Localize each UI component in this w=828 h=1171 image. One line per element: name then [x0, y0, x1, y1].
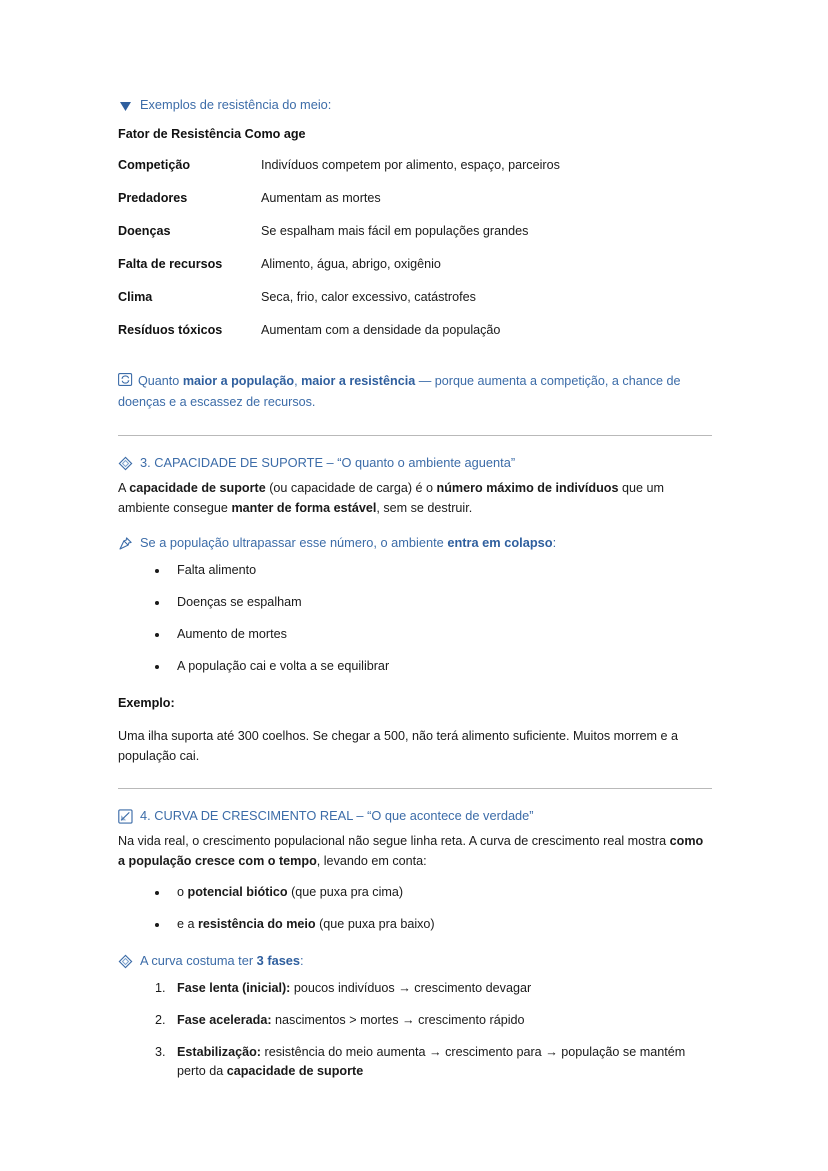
table-cell-como-age: Aumentam as mortes	[261, 191, 381, 205]
bullet-t2: (que puxa pra cima)	[287, 885, 404, 899]
loop-box-icon	[118, 372, 133, 387]
section-curva-heading: 4. CURVA DE CRESCIMENTO REAL – “O que acontece de verdade”	[140, 808, 534, 823]
pin-b1: entra em colapso	[447, 535, 553, 550]
curva-t2: , levando em conta:	[316, 854, 427, 868]
table-cell-fator: Clima	[118, 290, 153, 304]
fase-b1: Fase acelerada:	[177, 1013, 272, 1027]
fases-t2: :	[300, 953, 304, 968]
diamond-icon	[118, 456, 133, 471]
exemplo-label: Exemplo:	[118, 696, 175, 710]
diamond-icon	[118, 954, 133, 969]
bullet-b1: resistência do meio	[198, 917, 316, 931]
cap-t1: A	[118, 481, 130, 495]
cap-b3: manter de forma estável	[231, 501, 377, 515]
section-curva-heading-row	[118, 807, 712, 825]
list-item: • Falta alimento	[169, 561, 712, 580]
section-divider	[118, 435, 712, 436]
chart-box-icon	[118, 809, 133, 824]
table-cell-fator: Doenças	[118, 224, 171, 238]
fases-t1: A curva costuma ter	[140, 953, 257, 968]
table-cell-fator: Resíduos tóxicos	[118, 323, 223, 337]
fases-heading-row	[118, 952, 712, 970]
cap-b2: número máximo de indivíduos	[436, 481, 619, 495]
table-header-text: Fator de Resistência Como age	[118, 127, 306, 141]
bullet-t1: o	[177, 885, 188, 899]
triangle-down-icon[interactable]	[118, 98, 133, 113]
section-capacidade-heading: 3. CAPACIDADE DE SUPORTE – “O quanto o ambiente aguenta”	[140, 455, 516, 470]
curva-bullet-list	[118, 883, 712, 934]
exemplo-text: Uma ilha suporta até 300 coelhos. Se chegar a 500, não terá alimento suficiente. Muitos morrem e a população cai.	[118, 729, 679, 763]
colapso-pin-row	[118, 534, 712, 552]
list-item	[169, 883, 712, 902]
table-row	[118, 255, 712, 288]
colapso-bullet-list	[118, 561, 712, 676]
cap-b1: capacidade de suporte	[129, 481, 266, 495]
cap-t4: , sem se destruir.	[376, 501, 473, 515]
table-cell-como-age: Aumentam com a densidade da população	[261, 323, 501, 337]
fases-numbered-list	[118, 979, 712, 1081]
list-item	[169, 979, 712, 998]
table-cell-como-age: Seca, frio, calor excessivo, catástrofes	[261, 290, 476, 304]
bullet-b1: potencial biótico	[187, 885, 288, 899]
table-row	[118, 156, 712, 189]
resistencia-table	[118, 125, 712, 354]
table-cell-como-age: Se espalham mais fácil em populações grandes	[261, 224, 529, 238]
table-cell-fator: Competição	[118, 158, 191, 172]
callout-bold-2: maior a resistência	[301, 374, 416, 388]
colapso-pin-text	[140, 534, 556, 552]
list-item	[169, 1043, 712, 1081]
section-divider	[118, 788, 712, 789]
cap-t2: (ou capacidade de carga) é o	[265, 481, 437, 495]
table-row	[118, 321, 712, 354]
table-row	[118, 288, 712, 321]
resistencia-callout	[118, 370, 712, 413]
list-item: • A população cai e volta a se equilibrar	[169, 657, 712, 676]
fases-b1: 3 fases	[256, 953, 301, 968]
list-item: • Doenças se espalham	[169, 593, 712, 612]
pin-t1: Se a população ultrapassar esse número, o ambiente	[140, 535, 448, 550]
section-resistencia-heading: Exemplos de resistência do meio:	[140, 97, 332, 112]
fase-b1: Fase lenta (inicial):	[177, 981, 291, 995]
document-content	[118, 96, 712, 1081]
fase-t1: nascimentos > mortes → crescimento rápido	[271, 1013, 525, 1027]
curva-t1: Na vida real, o crescimento populacional não segue linha reta. A curva de crescimento real mostra	[118, 834, 670, 848]
fase-t1: poucos indivíduos → crescimento devagar	[290, 981, 532, 995]
callout-bold-1: maior a população	[182, 374, 295, 388]
callout-text-2: ,	[294, 374, 302, 388]
table-cell-como-age: Indivíduos competem por alimento, espaço, parceiros	[261, 158, 560, 172]
curva-paragraph	[118, 831, 712, 871]
fase-b1: Estabilização:	[177, 1045, 261, 1059]
capacidade-paragraph	[118, 478, 712, 518]
pushpin-icon	[118, 536, 133, 551]
curva-b1: como a população cresce com o tempo	[118, 834, 704, 868]
table-header-row	[118, 125, 712, 156]
table-cell-fator: Falta de recursos	[118, 257, 223, 271]
callout-text-1: Quanto	[138, 374, 183, 388]
section-resistencia-heading-row[interactable]	[118, 96, 712, 114]
section-capacidade-heading-row	[118, 454, 712, 472]
fases-heading	[140, 952, 304, 970]
pin-t2: :	[552, 535, 557, 550]
list-item: • Aumento de mortes	[169, 625, 712, 644]
fase-b2: capacidade de suporte	[226, 1064, 364, 1078]
cap-t3: que um ambiente consegue	[118, 481, 664, 515]
table-cell-fator: Predadores	[118, 191, 188, 205]
table-cell-como-age: Alimento, água, abrigo, oxigênio	[261, 257, 441, 271]
bullet-t1: e a	[177, 917, 199, 931]
list-item	[169, 1011, 712, 1030]
bullet-t2: (que puxa pra baixo)	[315, 917, 435, 931]
list-item	[169, 915, 712, 934]
table-row	[118, 189, 712, 222]
fase-t1: resistência do meio aumenta → crescimento para → população se mantém perto da	[177, 1045, 686, 1078]
callout-text-3: — porque aumenta a competição, a chance de doenças e a escassez de recursos.	[118, 374, 681, 409]
table-row	[118, 222, 712, 255]
